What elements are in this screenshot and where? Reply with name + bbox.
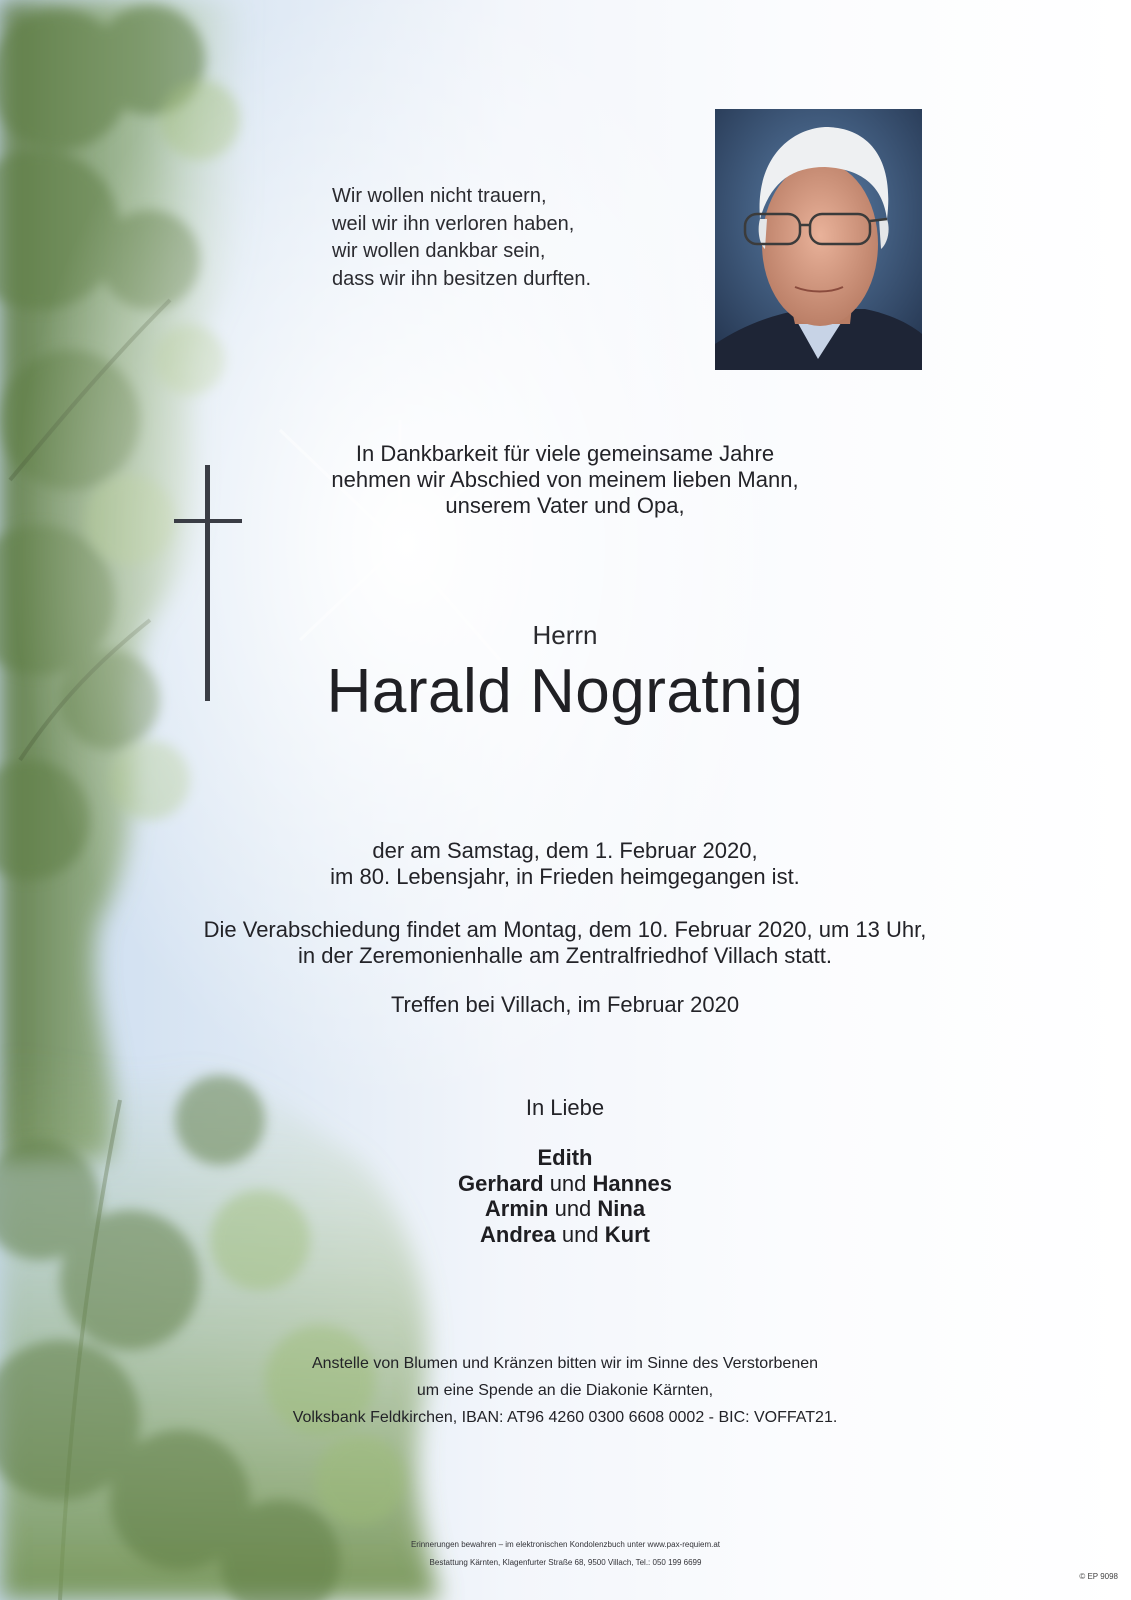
poem-line: dass wir ihn besitzen durften. xyxy=(332,267,592,290)
poem-line: Wir wollen nicht trauern, xyxy=(332,185,547,207)
intro-line: In Dankbarkeit für viele gemeinsame Jahre xyxy=(355,441,775,466)
poem-block xyxy=(332,183,692,293)
template-code: © EP 9098 xyxy=(1079,1572,1118,1581)
donation-line: um eine Spende an die Diakonie Kärnten, xyxy=(416,1382,714,1399)
poem-line: wir wollen dankbar sein, xyxy=(332,240,546,262)
cross-icon xyxy=(174,465,242,701)
intro-line: nehmen wir Abschied von meinem lieben Mann, xyxy=(331,467,799,492)
intro-block xyxy=(250,441,880,519)
mourner-connector: und xyxy=(561,1221,599,1247)
death-line: im 80. Lebensjahr, in Frieden heimgegangen ist. xyxy=(330,864,800,889)
donation-notice xyxy=(190,1350,940,1431)
mourner-name: Nina xyxy=(597,1196,646,1221)
mourner-name: Edith xyxy=(537,1145,593,1170)
deceased-name: Harald Nogratnig xyxy=(326,657,804,726)
poem-line: weil wir ihn verloren haben, xyxy=(332,212,575,235)
mourner-name: Armin xyxy=(484,1196,549,1221)
death-notice xyxy=(250,838,880,890)
mourners-list xyxy=(360,1145,770,1247)
intro-line: unserem Vater und Opa, xyxy=(445,493,685,518)
mourner-name: Hannes xyxy=(592,1170,673,1196)
in-love-line: In Liebe xyxy=(525,1095,605,1120)
mourner-connector: und xyxy=(549,1170,587,1196)
mourner-name: Gerhard xyxy=(457,1170,544,1196)
mourner-line xyxy=(360,1222,770,1248)
mourner-line xyxy=(360,1196,770,1222)
mourner-line xyxy=(360,1145,770,1171)
portrait-photo xyxy=(715,109,922,370)
mourner-name: Andrea xyxy=(480,1221,556,1247)
footer-line: Erinnerungen bewahren – im elektronischen Kondolenzbuch unter www.pax-requiem.at xyxy=(410,1540,721,1549)
mourner-connector: und xyxy=(554,1196,592,1221)
service-line: Die Verabschiedung findet am Montag, dem 10. Februar 2020, um 13 Uhr, xyxy=(203,917,927,942)
footer-line: Bestattung Kärnten, Klagenfurter Straße 68, 9500 Villach, Tel.: 050 199 6699 xyxy=(429,1558,702,1567)
donation-line: Volksbank Feldkirchen, IBAN: AT96 4260 0300 6608 0002 - BIC: VOFFAT21. xyxy=(292,1409,838,1426)
salutation: Herrn xyxy=(532,620,598,650)
death-line: der am Samstag, dem 1. Februar 2020, xyxy=(372,838,758,863)
mourner-line xyxy=(360,1171,770,1197)
donation-line: Anstelle von Blumen und Kränzen bitten wir im Sinne des Verstorbenen xyxy=(311,1355,819,1372)
mourner-name: Kurt xyxy=(604,1221,650,1247)
funeral-home-footer xyxy=(300,1536,831,1572)
place-date: Treffen bei Villach, im Februar 2020 xyxy=(390,992,740,1017)
service-notice xyxy=(150,917,980,969)
service-line: in der Zeremonienhalle am Zentralfriedhof Villach statt. xyxy=(298,943,832,968)
